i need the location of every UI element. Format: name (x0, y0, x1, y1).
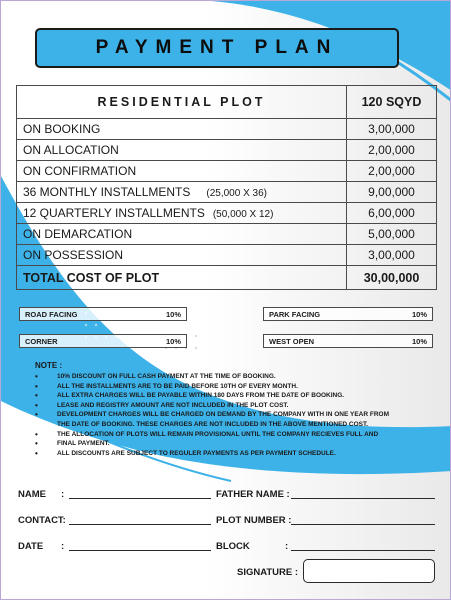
extra-charge-road-facing (19, 307, 187, 321)
total-row (17, 266, 437, 290)
list-item: • DEVELOPMENT CHARGES WILL BE CHARGED ON DEMAND BY THE COMPANY WITH IN ONE YEAR FROM THE DATE OF BOOKING. THESE CHARGES ARE NOT INCLUDED IN THE ABOVE MENTIONED COST. (31, 410, 401, 429)
row-label (17, 245, 347, 266)
row-label-text: ON POSSESSION (23, 248, 124, 262)
row-value: 2,00,000 (347, 161, 437, 182)
page-title: PAYMENT PLAN (95, 37, 339, 58)
list-item: • ALL EXTRA CHARGES WILL BE PAYABLE WITHIN 180 DAYS FROM THE DATE OF BOOKING. (31, 391, 401, 401)
table-row (17, 245, 437, 266)
date-colon: : (61, 541, 65, 552)
extra-label: CORNER (25, 336, 58, 346)
plot-number-label: PLOT NUMBER : (216, 515, 292, 526)
extra-value: 10% (165, 309, 181, 319)
block-field[interactable] (291, 550, 435, 551)
row-label-text: ON CONFIRMATION (23, 164, 137, 178)
row-note: (50,000 X 12) (212, 209, 274, 220)
table-row (17, 140, 437, 161)
title-banner (35, 28, 399, 68)
row-value: 9,00,000 (347, 182, 437, 203)
row-label-text: ON DEMARCATION (23, 227, 133, 241)
name-label: NAME (18, 489, 46, 500)
table-row (17, 161, 437, 182)
notes-list (31, 372, 401, 458)
total-label: TOTAL COST OF PLOT (17, 266, 347, 290)
extra-value: 10% (165, 336, 181, 346)
row-label (17, 182, 347, 203)
payment-table (16, 85, 437, 290)
signature-label: SIGNATURE : (237, 567, 299, 578)
extra-value: 10% (411, 309, 427, 319)
total-value: 30,00,000 (347, 266, 437, 290)
row-label (17, 119, 347, 140)
extra-label: PARK FACING (269, 309, 321, 319)
list-item: • THE ALLOCATION OF PLOTS WILL REMAIN PROVISIONAL UNTIL THE COMPANY RECIEVES FULL AND (31, 430, 401, 440)
block-label: BLOCK (216, 541, 250, 552)
row-label (17, 161, 347, 182)
table-header-size: 120 SQYD (347, 86, 437, 119)
extra-label: WEST OPEN (269, 336, 315, 346)
table-row (17, 203, 437, 224)
row-label (17, 140, 347, 161)
table-row (17, 119, 437, 140)
extra-value: 10% (411, 336, 427, 346)
row-label-text: ON ALLOCATION (23, 143, 119, 157)
row-value: 3,00,000 (347, 119, 437, 140)
list-item: • ALL DISCOUNTS ARE SUBJECT TO REGULER PAYMENTS AS PER PAYMENT SCHEDULE. (31, 449, 401, 459)
row-label-text: ON BOOKING (23, 122, 101, 136)
extra-label: ROAD FACING (25, 309, 78, 319)
contact-label: CONTACT: (18, 515, 66, 526)
extra-charge-corner (19, 334, 187, 348)
row-value: 2,00,000 (347, 140, 437, 161)
row-value: 6,00,000 (347, 203, 437, 224)
list-item: • FINAL PAYMENT. (31, 439, 401, 449)
name-field[interactable] (69, 498, 211, 499)
row-note: (25,000 X 36) (206, 188, 267, 199)
row-label (17, 224, 347, 245)
table-row (17, 224, 437, 245)
row-label-text: 12 QUARTERLY INSTALLMENTS (23, 206, 205, 220)
row-value: 5,00,000 (347, 224, 437, 245)
extra-charge-park-facing (263, 307, 433, 321)
name-colon: : (61, 489, 65, 500)
list-item: • LEASE AND REGISTRY AMOUNT ARE NOT INCLUDED IN THE PLOT COST. (31, 401, 401, 411)
date-field[interactable] (69, 550, 211, 551)
extra-charge-west-open (263, 334, 433, 348)
table-header-row (17, 86, 437, 119)
father-name-label: FATHER NAME : (216, 489, 290, 500)
date-label: DATE (18, 541, 44, 552)
table-row (17, 182, 437, 203)
row-label-text: 36 MONTHLY INSTALLMENTS (23, 185, 191, 199)
block-colon: : (285, 541, 289, 552)
row-label (17, 203, 347, 224)
plot-number-field[interactable] (291, 524, 435, 525)
notes-section (31, 361, 401, 458)
signature-box[interactable] (303, 559, 435, 583)
table-header-plot: RESIDENTIAL PLOT (17, 86, 347, 119)
row-value: 3,00,000 (347, 245, 437, 266)
list-item: • 10% DISCOUNT ON FULL CASH PAYMENT AT THE TIME OF BOOKING. (31, 372, 401, 382)
list-item: • ALL THE INSTALLMENTS ARE TO BE PAID BEFORE 10TH OF EVERY MONTH. (31, 382, 401, 392)
father-name-field[interactable] (291, 498, 435, 499)
notes-title: NOTE : (35, 361, 63, 370)
contact-field[interactable] (69, 524, 211, 525)
